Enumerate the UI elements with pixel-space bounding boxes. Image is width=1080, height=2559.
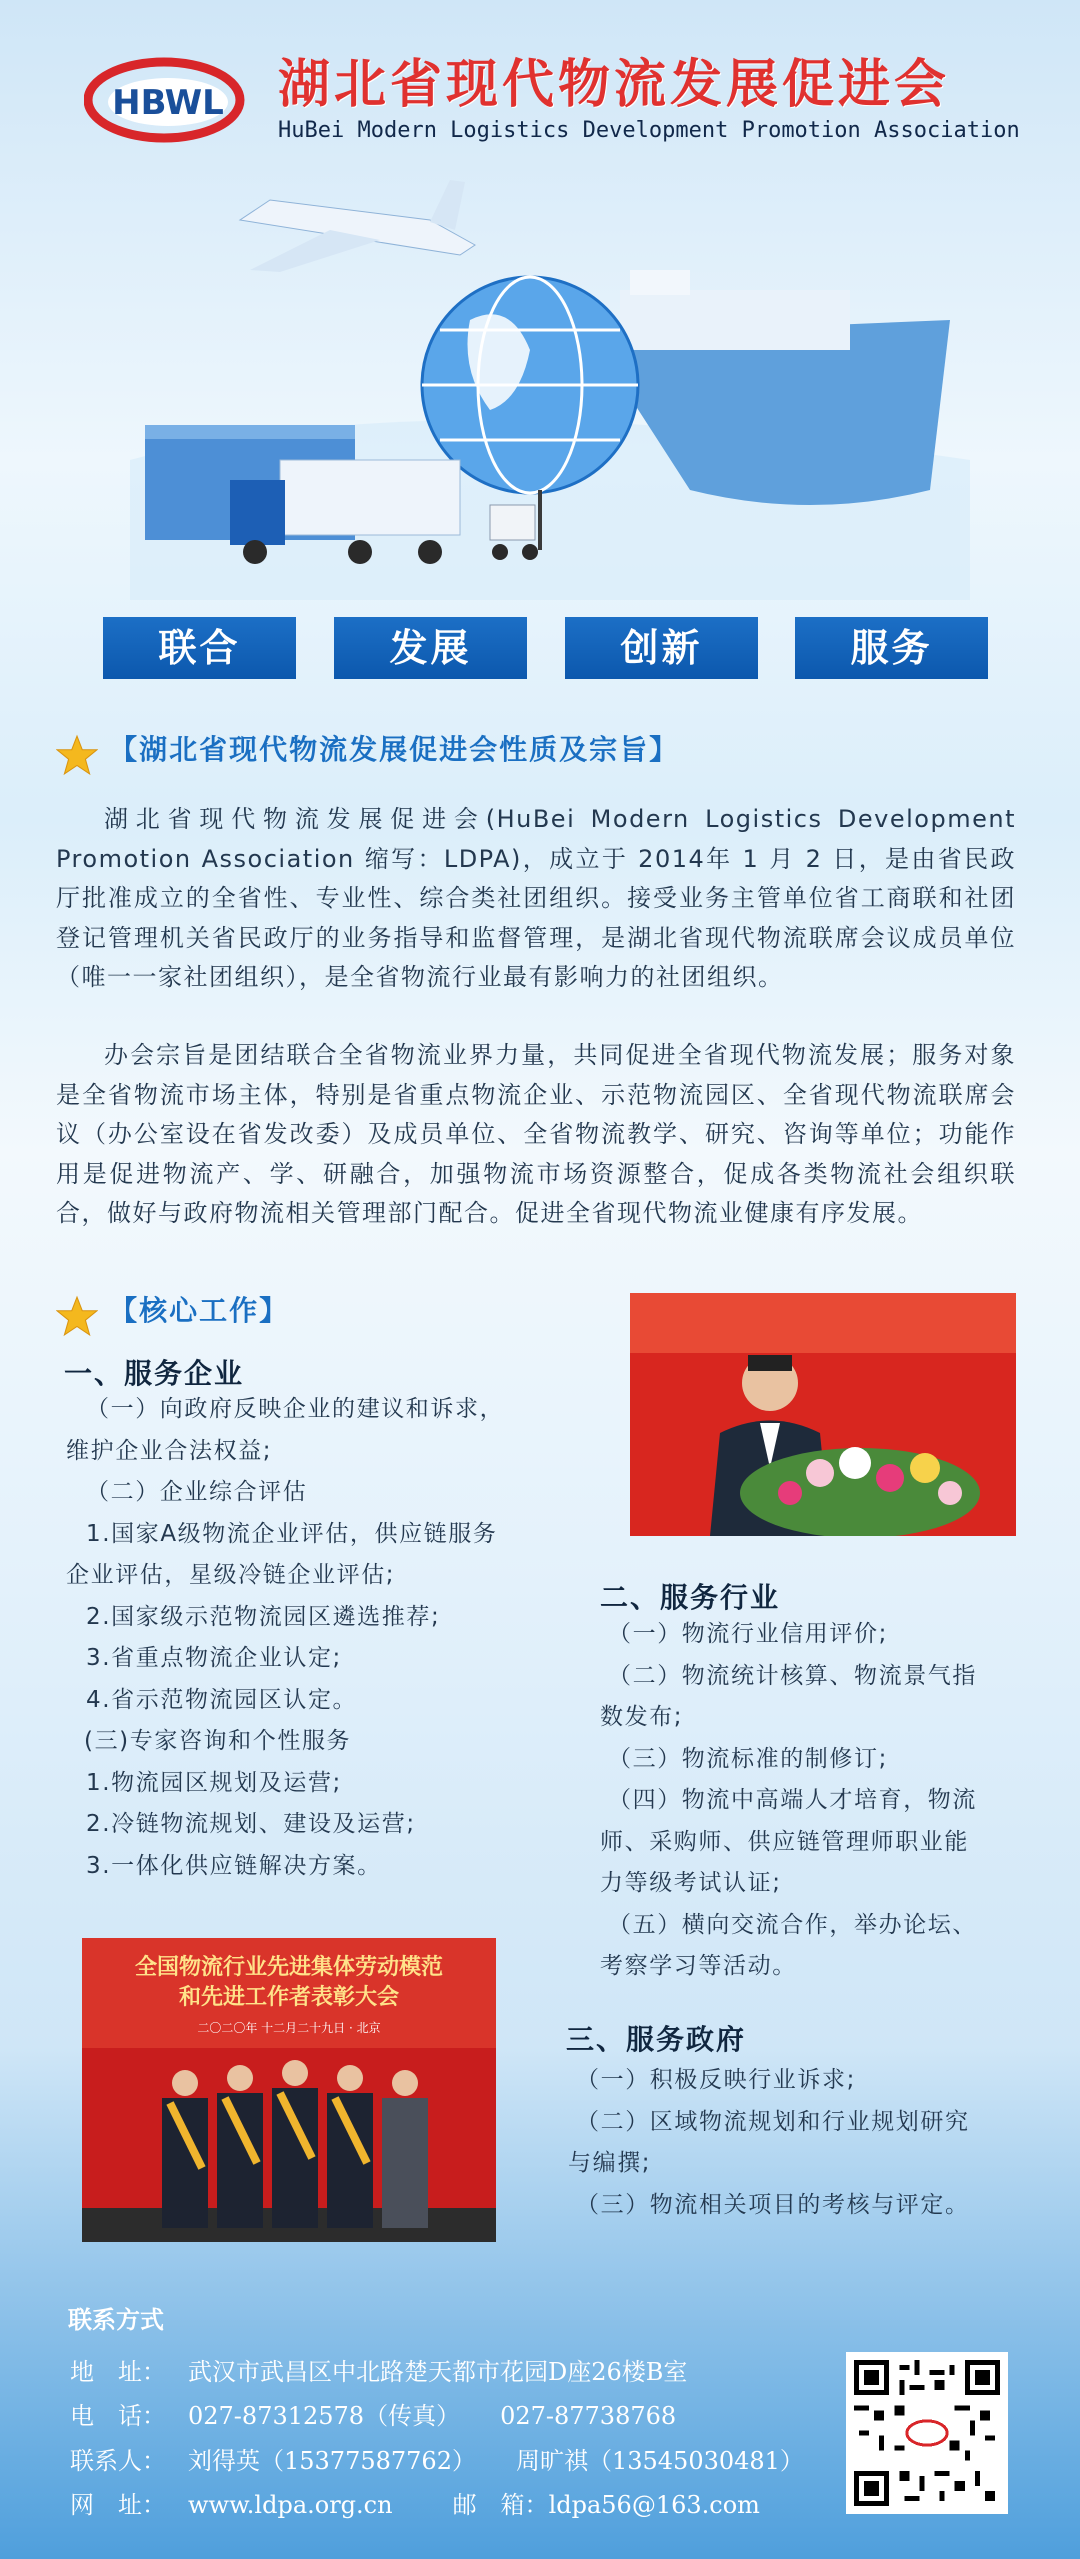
- about-heading: 【湖北省现代物流发展促进会性质及宗旨】: [109, 733, 680, 766]
- contact-address-row: [70, 2352, 687, 2387]
- enterprise-title: 一、服务企业: [64, 1357, 245, 1390]
- address-value: 武汉市武昌区中北路楚天都市花园D座26楼B室: [188, 2358, 688, 2386]
- list-item: 1.物流园区规划及运营;: [86, 1769, 342, 1796]
- list-item: （一）积极反映行业诉求;: [576, 2067, 856, 2093]
- email-link[interactable]: ldpa56@163.com: [548, 2491, 760, 2519]
- phone-value-1: 027-87312578（传真）: [188, 2402, 461, 2430]
- page-title: 湖北省现代物流发展促进会: [278, 54, 951, 115]
- banner-line-2: 和先进工作者表彰大会: [178, 1985, 400, 2010]
- phone-label: 电 话：: [70, 2402, 166, 2430]
- list-item: 力等级考试认证;: [600, 1870, 782, 1896]
- airplane-icon: [240, 180, 475, 272]
- person-value-1: 刘得英（15377587762）: [188, 2447, 476, 2475]
- contact-person-row: [70, 2441, 804, 2476]
- list-item: 2.冷链物流规划、建设及运营;: [86, 1811, 416, 1837]
- list-item: 4.省示范物流园区认定。: [86, 1686, 358, 1713]
- list-item: （五）横向交流合作，举办论坛、: [608, 1911, 977, 1938]
- list-item: (三)专家咨询和个性服务: [84, 1728, 352, 1754]
- industry-list: [600, 1614, 1040, 1988]
- list-item: 维护企业合法权益;: [66, 1437, 273, 1464]
- list-item: 2.国家级示范物流园区遴选推荐;: [86, 1603, 441, 1630]
- list-item: （二）企业综合评估: [86, 1479, 308, 1505]
- logistics-illustration: [130, 160, 970, 600]
- government-title: 三、服务政府: [566, 2023, 747, 2056]
- about-heading-row: [56, 728, 679, 776]
- award-photo: [82, 1938, 496, 2242]
- list-item: 师、采购师、供应链管理师职业能: [600, 1828, 969, 1855]
- pillar-innovate: 创新: [565, 617, 758, 679]
- banner-line-1: 全国物流行业先进集体劳动模范: [134, 1955, 444, 1980]
- list-item: 与编撰;: [568, 2150, 652, 2176]
- list-item: 3.一体化供应链解决方案。: [86, 1852, 382, 1879]
- core-heading: 【核心工作】: [109, 1294, 290, 1327]
- web-label: 网 址：: [70, 2491, 166, 2519]
- list-item: 1.国家A级物流企业评估，供应链服务: [86, 1520, 498, 1547]
- pillar-unite: 联合: [103, 617, 296, 679]
- qr-code[interactable]: [846, 2352, 1008, 2514]
- about-paragraph-1: 湖北省现代物流发展促进会(HuBei Modern Logistics Development Promotion Association 缩写：LDPA)，成立于 2014年 1 月 2 日，是由省民政厅批准成立的全省性、专业性、综合类社团组织。接受业务主管单位省工商联和社团登记管理机关省民政厅的业务指导和监督管理，是湖北省现代物流联席会议成员单位（唯一一家社团组织），是全省物流行业最有影响力的社团组织。: [56, 805, 1016, 991]
- list-item: （二）区域物流规划和行业规划研究: [576, 2108, 970, 2135]
- web-link[interactable]: www.ldpa.org.cn: [188, 2491, 393, 2519]
- list-item: （三）物流相关项目的考核与评定。: [576, 2191, 970, 2218]
- speaker-photo: [630, 1293, 1016, 1536]
- government-list: [568, 2060, 1038, 2226]
- person-value-2: 周旷祺（13545030481）: [515, 2447, 804, 2475]
- page-subtitle: HuBei Modern Logistics Development Promotion Association: [278, 118, 1020, 143]
- list-item: 企业评估，星级冷链企业评估;: [66, 1562, 396, 1588]
- industry-title: 二、服务行业: [600, 1581, 781, 1614]
- list-item: （四）物流中高端人才培育，物流: [608, 1787, 977, 1813]
- pillar-develop: 发展: [334, 617, 527, 679]
- address-label: 地 址：: [70, 2358, 166, 2386]
- logo-text: HBWL: [112, 83, 224, 123]
- contact-title: 联系方式: [68, 2306, 164, 2334]
- email-label: 邮 箱：: [452, 2491, 549, 2519]
- list-item: 3.省重点物流企业认定;: [86, 1645, 342, 1671]
- list-item: （二）物流统计核算、物流景气指: [608, 1662, 977, 1689]
- list-item: （一）向政府反映企业的建议和诉求，: [86, 1396, 505, 1422]
- list-item: （一）物流行业信用评价;: [608, 1621, 888, 1647]
- banner-date: 二〇二〇年 十二月二十九日 · 北京: [197, 2021, 381, 2035]
- core-heading-row: [56, 1289, 289, 1337]
- list-item: 数发布;: [600, 1704, 684, 1730]
- star-icon: [56, 734, 98, 776]
- enterprise-list: [66, 1389, 586, 1887]
- star-icon: [56, 1295, 98, 1337]
- about-paragraph-2: 办会宗旨是团结联合全省物流业界力量，共同促进全省现代物流发展；服务对象是全省物流市场主体，特别是省重点物流企业、示范物流园区、全省现代物流联席会议（办公室设在省发改委）及成员单位、全省物流教学、研究、咨询等单位；功能作用是促进物流产、学、研融合，加强物流市场资源整合，促成各类物流社会组织联合，做好与政府物流相关管理部门配合。促进全省现代物流业健康有序发展。: [56, 1041, 1016, 1227]
- phone-value-2: 027-87738768: [500, 2402, 677, 2430]
- person-label: 联系人：: [70, 2447, 166, 2475]
- list-item: （三）物流标准的制修订;: [608, 1745, 888, 1772]
- association-logo: [84, 50, 254, 150]
- list-item: 考察学习等活动。: [600, 1953, 797, 1979]
- pillar-service: 服务: [795, 617, 988, 679]
- contact-phone-row: [70, 2396, 676, 2431]
- contact-web-row: [70, 2485, 760, 2520]
